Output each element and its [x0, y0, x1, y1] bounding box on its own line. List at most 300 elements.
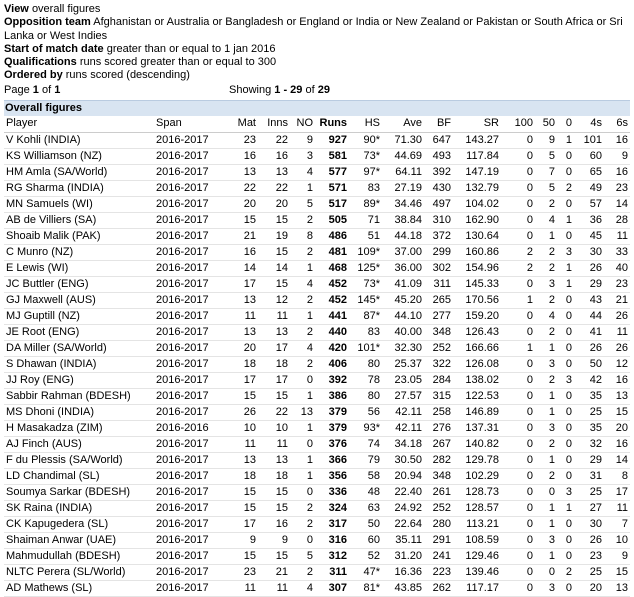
cell-player[interactable]: RG Sharma (INDIA)	[6, 181, 104, 194]
cell-ducks: 0	[565, 469, 572, 482]
cell-inns: 15	[275, 485, 288, 498]
table-row	[4, 548, 630, 564]
criteria-qualifications	[4, 56, 630, 69]
cell-hundreds: 0	[526, 453, 533, 466]
cell-hs: 83	[367, 325, 380, 338]
cell-runs: 440	[328, 325, 347, 338]
cell-runs: 571	[328, 181, 347, 194]
cell-player[interactable]: CK Kapugedera (SL)	[6, 517, 109, 530]
cell-sixes: 17	[615, 485, 628, 498]
criteria-start-date-value: greater than or equal to 1 jan 2016	[106, 42, 276, 55]
cell-sixes: 21	[615, 293, 628, 306]
cell-inns: 18	[275, 357, 288, 370]
cell-inns: 15	[275, 245, 288, 258]
cell-span: 2016-2017	[156, 149, 209, 162]
cell-fifties: 2	[548, 261, 555, 274]
cell-ducks: 3	[565, 485, 572, 498]
cell-ducks: 0	[565, 341, 572, 354]
cell-bf: 299	[432, 245, 451, 258]
cell-player[interactable]: Shoaib Malik (PAK)	[6, 229, 101, 242]
cell-bf: 284	[432, 373, 451, 386]
header-row	[4, 116, 630, 133]
cell-sixes: 15	[615, 565, 628, 578]
cell-sixes: 16	[615, 437, 628, 450]
cell-bf: 262	[432, 581, 451, 594]
cell-sr: 128.57	[465, 501, 499, 514]
cell-inns: 11	[276, 309, 288, 322]
table-row	[4, 436, 630, 452]
cell-hs: 73*	[363, 277, 380, 290]
col-header-player[interactable]: Player	[6, 117, 38, 130]
cell-hundreds: 0	[526, 357, 533, 370]
col-header-ducks[interactable]: 0	[565, 117, 572, 130]
cell-sr: 159.20	[465, 309, 499, 322]
cell-sixes: 15	[615, 405, 628, 418]
cell-hs: 125*	[357, 261, 380, 274]
cell-sr: 145.33	[465, 277, 499, 290]
cell-ducks: 1	[565, 133, 572, 146]
cell-hs: 80	[367, 357, 380, 370]
page-word: Page	[4, 83, 30, 96]
cell-ducks: 0	[565, 389, 572, 402]
cell-fifties: 3	[548, 581, 555, 594]
cell-ave: 16.36	[394, 565, 422, 578]
cell-hs: 90*	[363, 133, 380, 146]
criteria-ordered-by-value: runs scored (descending)	[65, 69, 190, 82]
page-number: 1	[32, 83, 39, 96]
cell-sixes: 11	[616, 229, 628, 242]
cell-sixes: 16	[615, 165, 628, 178]
cell-sr: 166.66	[465, 341, 499, 354]
cell-runs: 452	[328, 293, 347, 306]
col-header-no[interactable]: NO	[296, 117, 313, 130]
cell-inns: 13	[275, 165, 288, 178]
cell-mat: 15	[243, 501, 256, 514]
cell-player[interactable]: GJ Maxwell (AUS)	[6, 293, 96, 306]
cell-no: 5	[306, 549, 313, 562]
cell-ducks: 0	[565, 309, 572, 322]
cell-fours: 41	[589, 325, 602, 338]
cell-ducks: 1	[565, 213, 572, 226]
col-header-hundreds[interactable]: 100	[514, 117, 533, 130]
cell-hundreds: 0	[526, 181, 533, 194]
cell-bf: 322	[432, 357, 451, 370]
cell-ave: 36.00	[394, 261, 422, 274]
cell-inns: 11	[276, 581, 288, 594]
cell-sixes: 26	[615, 309, 628, 322]
cell-bf: 291	[432, 533, 451, 546]
cell-hundreds: 2	[526, 261, 533, 274]
cell-sixes: 28	[615, 213, 628, 226]
cell-no: 1	[306, 421, 313, 434]
criteria-opposition-label: Opposition team	[4, 16, 91, 29]
cell-inns: 11	[276, 437, 288, 450]
cell-inns: 22	[275, 133, 288, 146]
cell-ave: 34.46	[394, 197, 422, 210]
cell-fours: 35	[589, 421, 602, 434]
cell-player[interactable]: JJ Roy (ENG)	[6, 373, 74, 386]
cell-player[interactable]: S Dhawan (INDIA)	[6, 357, 97, 370]
cell-fifties: 1	[548, 389, 555, 402]
col-header-fours[interactable]: 4s	[590, 117, 602, 130]
cell-sixes: 12	[615, 357, 628, 370]
cell-player[interactable]: JC Buttler (ENG)	[6, 277, 89, 290]
cell-bf: 258	[432, 405, 451, 418]
cell-ave: 43.85	[394, 581, 422, 594]
cell-player[interactable]: HM Amla (SA/World)	[6, 165, 108, 178]
cell-span: 2016-2017	[156, 309, 209, 322]
cell-fifties: 2	[548, 197, 555, 210]
cell-sr: 143.27	[465, 133, 499, 146]
cell-sixes: 11	[616, 501, 628, 514]
cell-sr: 117.17	[466, 581, 499, 594]
cell-ducks: 0	[565, 421, 572, 434]
cell-sr: 170.56	[465, 293, 499, 306]
cell-fifties: 0	[548, 565, 555, 578]
cell-mat: 13	[243, 325, 256, 338]
cell-fours: 50	[589, 357, 602, 370]
cell-runs: 324	[328, 501, 347, 514]
cell-hs: 78	[367, 373, 380, 386]
col-header-inns[interactable]: Inns	[267, 117, 288, 130]
cell-hs: 145*	[357, 293, 380, 306]
cell-hs: 79	[367, 453, 380, 466]
cell-hundreds: 0	[526, 277, 533, 290]
cell-player[interactable]: DA Miller (SA/World)	[6, 341, 107, 354]
cell-runs: 392	[328, 373, 347, 386]
cell-fours: 29	[589, 453, 602, 466]
cell-hs: 74	[367, 437, 380, 450]
page-indicator	[4, 84, 229, 97]
cell-sixes: 14	[615, 453, 628, 466]
table-row	[4, 468, 630, 484]
cell-bf: 493	[432, 149, 451, 162]
cell-player[interactable]: C Munro (NZ)	[6, 245, 74, 258]
cell-inns: 20	[275, 197, 288, 210]
col-header-ave[interactable]: Ave	[403, 117, 422, 130]
table-row	[4, 260, 630, 276]
cell-span: 2016-2017	[156, 581, 209, 594]
cell-fours: 29	[589, 277, 602, 290]
col-header-runs[interactable]: Runs	[319, 117, 347, 130]
cell-hs: 71	[367, 213, 380, 226]
criteria-opposition	[4, 16, 630, 43]
cell-hundreds: 0	[526, 373, 533, 386]
cell-fours: 25	[589, 565, 602, 578]
cell-sr: 139.46	[465, 565, 499, 578]
cell-player[interactable]: V Kohli (INDIA)	[6, 133, 81, 146]
table-row	[4, 484, 630, 500]
cell-player[interactable]: NLTC Perera (SL/World)	[6, 565, 126, 578]
criteria-opposition-value: Afghanistan or Australia or Bangladesh or England or India or New Zealand or Pakistan or South Africa or Sri Lanka or West Indies	[4, 16, 623, 42]
cell-span: 2016-2017	[156, 133, 209, 146]
cell-inns: 15	[275, 213, 288, 226]
cell-runs: 420	[328, 341, 347, 354]
cell-player[interactable]: F du Plessis (SA/World)	[6, 453, 123, 466]
cell-no: 4	[306, 581, 313, 594]
cell-ave: 27.57	[394, 389, 422, 402]
cell-ducks: 0	[565, 549, 572, 562]
cell-sr: 129.46	[465, 549, 499, 562]
cell-span: 2016-2017	[156, 277, 209, 290]
cell-span: 2016-2017	[156, 261, 209, 274]
table-row	[4, 532, 630, 548]
cell-mat: 10	[243, 421, 256, 434]
cell-mat: 26	[243, 405, 256, 418]
cell-player[interactable]: H Masakadza (ZIM)	[6, 421, 103, 434]
cell-mat: 16	[243, 149, 256, 162]
cell-player[interactable]: Soumya Sarkar (BDESH)	[6, 485, 131, 498]
cell-fours: 27	[589, 501, 602, 514]
showing-word: Showing	[229, 83, 272, 96]
table-row	[4, 420, 630, 436]
cell-ducks: 0	[565, 581, 572, 594]
cell-player[interactable]: KS Williamson (NZ)	[6, 149, 102, 162]
cell-bf: 372	[432, 229, 451, 242]
cell-span: 2016-2017	[156, 549, 209, 562]
cell-no: 1	[306, 469, 313, 482]
cell-fours: 65	[589, 165, 602, 178]
page-of-word: of	[41, 83, 52, 96]
cell-sr: 129.78	[465, 453, 499, 466]
cell-sr: 138.02	[465, 373, 499, 386]
cell-hundreds: 0	[526, 133, 533, 146]
cell-player[interactable]: MJ Guptill (NZ)	[6, 309, 80, 322]
cell-ave: 35.11	[395, 533, 422, 546]
cell-player[interactable]: MN Samuels (WI)	[6, 197, 93, 210]
cell-player[interactable]: SK Raina (INDIA)	[6, 501, 93, 514]
cell-ave: 38.84	[394, 213, 422, 226]
cell-no: 0	[306, 533, 313, 546]
cell-no: 2	[306, 517, 313, 530]
cell-ave: 31.20	[394, 549, 422, 562]
cell-fours: 32	[589, 437, 602, 450]
cell-ave: 44.69	[394, 149, 422, 162]
cell-span: 2016-2017	[156, 229, 209, 242]
cell-runs: 336	[328, 485, 347, 498]
cell-ave: 34.18	[394, 437, 422, 450]
cell-hundreds: 0	[526, 565, 533, 578]
col-header-fifties[interactable]: 50	[542, 117, 555, 130]
cell-hundreds: 0	[526, 581, 533, 594]
table-caption: Overall figures	[4, 100, 630, 116]
col-header-span[interactable]: Span	[156, 117, 182, 130]
cell-inns: 16	[275, 517, 288, 530]
cell-ave: 22.64	[394, 517, 422, 530]
cell-inns: 22	[275, 405, 288, 418]
cell-ducks: 1	[565, 501, 572, 514]
cell-hs: 101*	[357, 341, 380, 354]
cell-player[interactable]: Shaiman Anwar (UAE)	[6, 533, 117, 546]
cell-player[interactable]: AD Mathews (SL)	[6, 581, 93, 594]
cell-sr: 154.96	[465, 261, 499, 274]
cell-sixes: 20	[615, 421, 628, 434]
cell-bf: 348	[432, 325, 451, 338]
table-body	[4, 132, 630, 596]
cell-mat: 17	[243, 373, 256, 386]
cell-fours: 20	[589, 581, 602, 594]
cell-span: 2016-2017	[156, 325, 209, 338]
cell-sixes: 23	[615, 277, 628, 290]
cell-no: 13	[300, 405, 313, 418]
cell-no: 1	[306, 181, 313, 194]
cell-fours: 57	[589, 197, 602, 210]
cell-player[interactable]: JE Root (ENG)	[6, 325, 80, 338]
cell-player[interactable]: E Lewis (WI)	[6, 261, 69, 274]
cell-no: 4	[306, 341, 313, 354]
cell-hs: 60	[367, 533, 380, 546]
query-criteria	[4, 3, 630, 83]
cell-runs: 376	[328, 437, 347, 450]
cell-inns: 13	[275, 453, 288, 466]
cell-hundreds: 0	[526, 149, 533, 162]
table-row	[4, 324, 630, 340]
cell-span: 2016-2017	[156, 501, 209, 514]
cell-bf: 348	[432, 469, 451, 482]
cell-bf: 276	[432, 421, 451, 434]
cell-player[interactable]: AJ Finch (AUS)	[6, 437, 82, 450]
cell-sixes: 9	[621, 149, 628, 162]
table-row	[4, 516, 630, 532]
cell-hundreds: 0	[526, 549, 533, 562]
cell-runs: 486	[328, 229, 347, 242]
cell-ducks: 0	[565, 293, 572, 306]
cell-player[interactable]: Mahmudullah (BDESH)	[6, 549, 121, 562]
col-header-sixes[interactable]: 6s	[616, 117, 628, 130]
cell-runs: 307	[328, 581, 347, 594]
cell-ducks: 0	[565, 197, 572, 210]
cell-bf: 315	[432, 389, 451, 402]
cell-sr: 104.02	[465, 197, 499, 210]
cell-hs: 97*	[363, 165, 380, 178]
col-header-sr[interactable]: SR	[483, 117, 499, 130]
cell-fours: 35	[589, 389, 602, 402]
cell-ave: 42.11	[395, 405, 422, 418]
cell-sixes: 13	[615, 581, 628, 594]
cell-bf: 265	[432, 293, 451, 306]
cell-fours: 31	[589, 469, 602, 482]
criteria-view-label: View	[4, 3, 29, 15]
showing-indicator	[229, 84, 330, 97]
cell-no: 1	[306, 389, 313, 402]
cell-bf: 261	[432, 485, 451, 498]
cell-fours: 30	[589, 517, 602, 530]
cell-ducks: 3	[565, 245, 572, 258]
cell-span: 2016-2017	[156, 341, 209, 354]
cell-runs: 481	[328, 245, 347, 258]
cell-no: 1	[306, 453, 313, 466]
cell-hs: 58	[367, 469, 380, 482]
cell-runs: 927	[328, 133, 347, 146]
cell-no: 1	[306, 309, 313, 322]
cell-runs: 452	[328, 277, 347, 290]
cell-sr: 128.73	[465, 485, 499, 498]
cell-runs: 316	[328, 533, 347, 546]
table-row	[4, 580, 630, 596]
cell-bf: 267	[432, 437, 451, 450]
overall-figures-table	[4, 116, 630, 597]
cell-sixes: 16	[615, 373, 628, 386]
cell-fours: 26	[589, 341, 602, 354]
cell-mat: 17	[243, 277, 256, 290]
cell-sr: 137.31	[465, 421, 499, 434]
cell-hs: 51	[367, 229, 380, 242]
cell-ducks: 2	[565, 565, 572, 578]
cell-ducks: 0	[565, 453, 572, 466]
cell-hs: 50	[367, 517, 380, 530]
cell-ducks: 3	[565, 373, 572, 386]
cell-ave: 44.10	[394, 309, 422, 322]
cell-span: 2016-2016	[156, 421, 209, 434]
cell-fours: 23	[589, 549, 602, 562]
table-row	[4, 372, 630, 388]
cell-player[interactable]: AB de Villiers (SA)	[6, 213, 97, 226]
cell-span: 2016-2017	[156, 437, 209, 450]
cell-hs: 80	[367, 389, 380, 402]
cell-bf: 280	[432, 517, 451, 530]
cell-mat: 15	[243, 389, 256, 402]
cell-no: 1	[306, 261, 313, 274]
table-row	[4, 308, 630, 324]
cell-bf: 497	[432, 197, 451, 210]
table-row	[4, 340, 630, 356]
cell-hundreds: 0	[526, 325, 533, 338]
criteria-qualifications-label: Qualifications	[4, 56, 77, 69]
cell-ducks: 0	[565, 517, 572, 530]
cell-bf: 302	[432, 261, 451, 274]
cell-sixes: 14	[615, 197, 628, 210]
cell-hundreds: 0	[526, 229, 533, 242]
cell-player[interactable]: LD Chandimal (SL)	[6, 469, 100, 482]
cell-runs: 577	[328, 165, 347, 178]
col-header-hs[interactable]: HS	[364, 117, 380, 130]
cell-fifties: 1	[548, 501, 555, 514]
cell-mat: 23	[243, 565, 256, 578]
cell-runs: 379	[328, 405, 347, 418]
cell-ducks: 2	[565, 181, 572, 194]
cell-ave: 27.19	[394, 181, 422, 194]
cell-ducks: 0	[565, 149, 572, 162]
cell-fours: 25	[589, 405, 602, 418]
cell-bf: 310	[432, 213, 451, 226]
cell-span: 2016-2017	[156, 453, 209, 466]
cell-hs: 48	[367, 485, 380, 498]
table-row	[4, 132, 630, 148]
cell-hundreds: 0	[526, 405, 533, 418]
cell-ducks: 0	[565, 357, 572, 370]
cell-mat: 16	[243, 245, 256, 258]
cell-fifties: 2	[548, 469, 555, 482]
col-header-mat[interactable]: Mat	[237, 117, 256, 130]
cell-hundreds: 0	[526, 309, 533, 322]
cell-inns: 15	[275, 549, 288, 562]
cell-ave: 22.40	[394, 485, 422, 498]
cell-hundreds: 2	[526, 245, 533, 258]
cell-ave: 64.11	[395, 165, 422, 178]
cell-ave: 30.50	[394, 453, 422, 466]
table-row	[4, 564, 630, 580]
table-row	[4, 292, 630, 308]
col-header-bf[interactable]: BF	[436, 117, 451, 130]
cell-mat: 15	[243, 485, 256, 498]
cell-ave: 41.09	[394, 277, 422, 290]
cell-fifties: 3	[548, 277, 555, 290]
cell-runs: 311	[329, 565, 347, 578]
cell-hs: 73*	[363, 149, 380, 162]
cell-hs: 47*	[363, 565, 380, 578]
cell-player[interactable]: MS Dhoni (INDIA)	[6, 405, 95, 418]
cell-player[interactable]: Sabbir Rahman (BDESH)	[6, 389, 131, 402]
